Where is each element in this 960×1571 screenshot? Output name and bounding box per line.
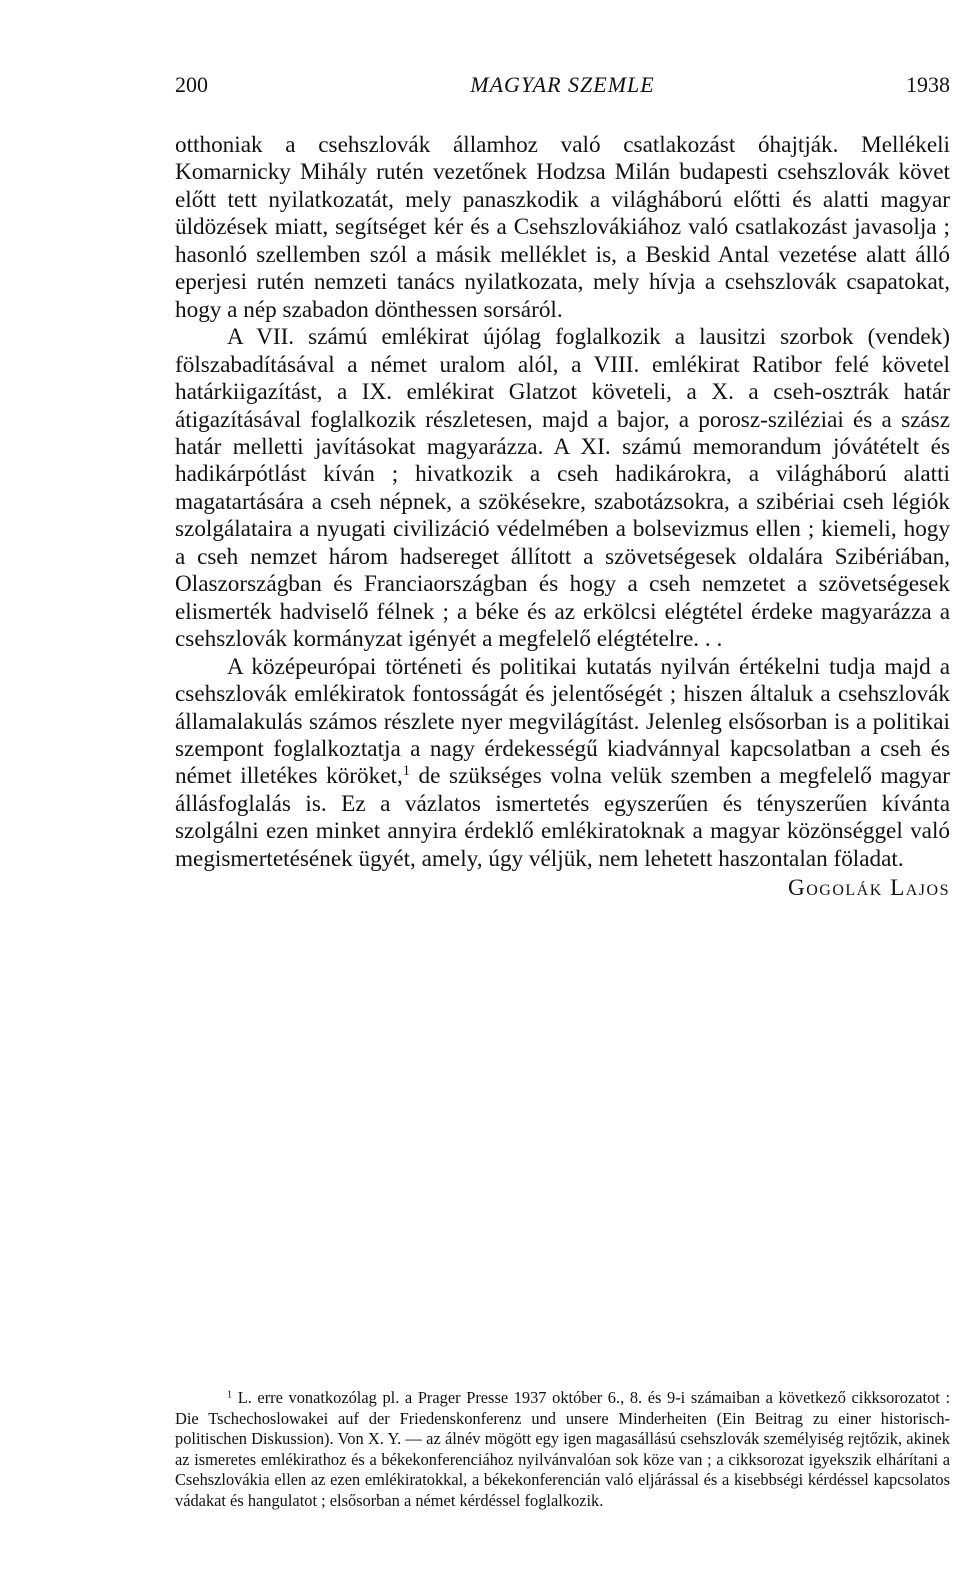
paragraph-conclusion-text-2: de szükséges volna velük szemben a megfelelő magyar állásfoglalás is. Ez a vázlatos ismertetés egyszerűen és tényszerűen kívánta szolgálni ezen minket annyira érdeklő emlékiratoknak a magyar közönséggel való megismertetésének ügyét, amely, úgy véljük, nem lehetett haszontalan föladat. — [175, 763, 951, 872]
author-signature: Gogolák Lajos — [788, 875, 950, 902]
header-year: 1938 — [906, 72, 950, 97]
paragraph-conclusion-text-1: A középeurópai történeti és politikai kutatás nyilván értékelni tudja majd a csehszlovák emlékiratok fontosságát és jelentőségét ; hiszen általuk a csehszlovák államalakulás számos részlete nyer megvilágítást. Jelenleg elsősorban is a politikai szempont foglalkoztatja a nagy érdekességű kiadvánnyal kapcsolatban a cseh és német illetékes köröket, — [175, 653, 950, 790]
footnote-body: L. erre vonatkozólag pl. a Prager Presse 1937 október 6., 8. és 9-i számaiban a következő cikksorozatot : Die Tschechoslowakei auf der Friedenskonferenz und unsere Minderheiten (Ein Beitrag zu einer historisch-politischen Diskussion). Von X. Y. — az álnév mögött egy igen magasállású csehszlovák személyiség rejtőzik, akinek az ismeretes emlékirathoz és a békekonferenciához nyilvánvalóan sok köze van ; a cikksorozat igyekszik elhárítani a Csehszlovákia ellen az ezen emlékiratokkal, a békekonferencián való eljárással és a kisebbségi kérdéssel kapcsolatos vádakat és hangulatot ; elsősorban a német kérdéssel foglalkozik. — [175, 1388, 950, 1510]
page-number: 200 — [175, 72, 208, 97]
paragraph-conclusion — [175, 654, 950, 874]
body-text — [175, 132, 950, 903]
running-header — [175, 72, 950, 108]
paragraph-memoranda: A VII. számú emlékirat újólag foglalkozik a lausitzi szorbok (vendek) fölszabadításával a német uralom alól, a VIII. emlékirat Ratibor felé követel határkiigazítást, a IX. emlékirat Glatzot követeli, a X. a cseh-osztrák határ átigazításával foglalkozik részletesen, majd a bajor, a porosz-sziléziai és a szász határ melletti javításokat magyarázza. A XI. számú memorandum jóvátételt és hadikárpótlást kíván ; hivatkozik a cseh hadikárokra, a világháború alatti magatartására a cseh népnek, a szökésekre, szabotázsokra, a szibériai cseh légiók szolgálataira a nyugati civilizáció védelmében a bolsevizmus ellen ; kiemeli, hogy a cseh nemzet három hadsereget állított a szövetségesek oldalára Szibériában, Olaszországban és Franciaországban és hogy a cseh nemzetet a szövetségesek elismerték hadviselő félnek ; a béke és az erkölcsi elégtétel érdeke magyarázza a csehszlovák kormányzat igényét a megfelelő elégtételre. . . — [175, 324, 950, 653]
footnote-reference[interactable]: 1 — [402, 763, 410, 780]
journal-title: MAGYAR SZEMLE — [470, 72, 655, 97]
footnote-text — [175, 1388, 950, 1511]
footnote-marker: 1 — [227, 1389, 233, 1401]
footnote — [175, 1388, 950, 1511]
paragraph-continued: otthoniak a csehszlovák államhoz való csatlakozást óhajtják. Mellékeli Komarnicky Mihály rutén vezetőnek Hodzsa Milán budapesti csehszlovák követ előtt tett nyilatkozatát, mely panaszkodik a világháború előtti és alatti magyar üldözések miatt, segítséget kér és a Csehszlovákiához való csatlakozást javasolja ; hasonló szellemben szól a másik melléklet is, a Beskid Antal vezetése alatt álló eperjesi rutén nemzeti tanács nyilatkozata, mely hívja a csehszlovák csapatokat, hogy a nép szabadon dönthessen sorsáról. — [175, 132, 950, 323]
